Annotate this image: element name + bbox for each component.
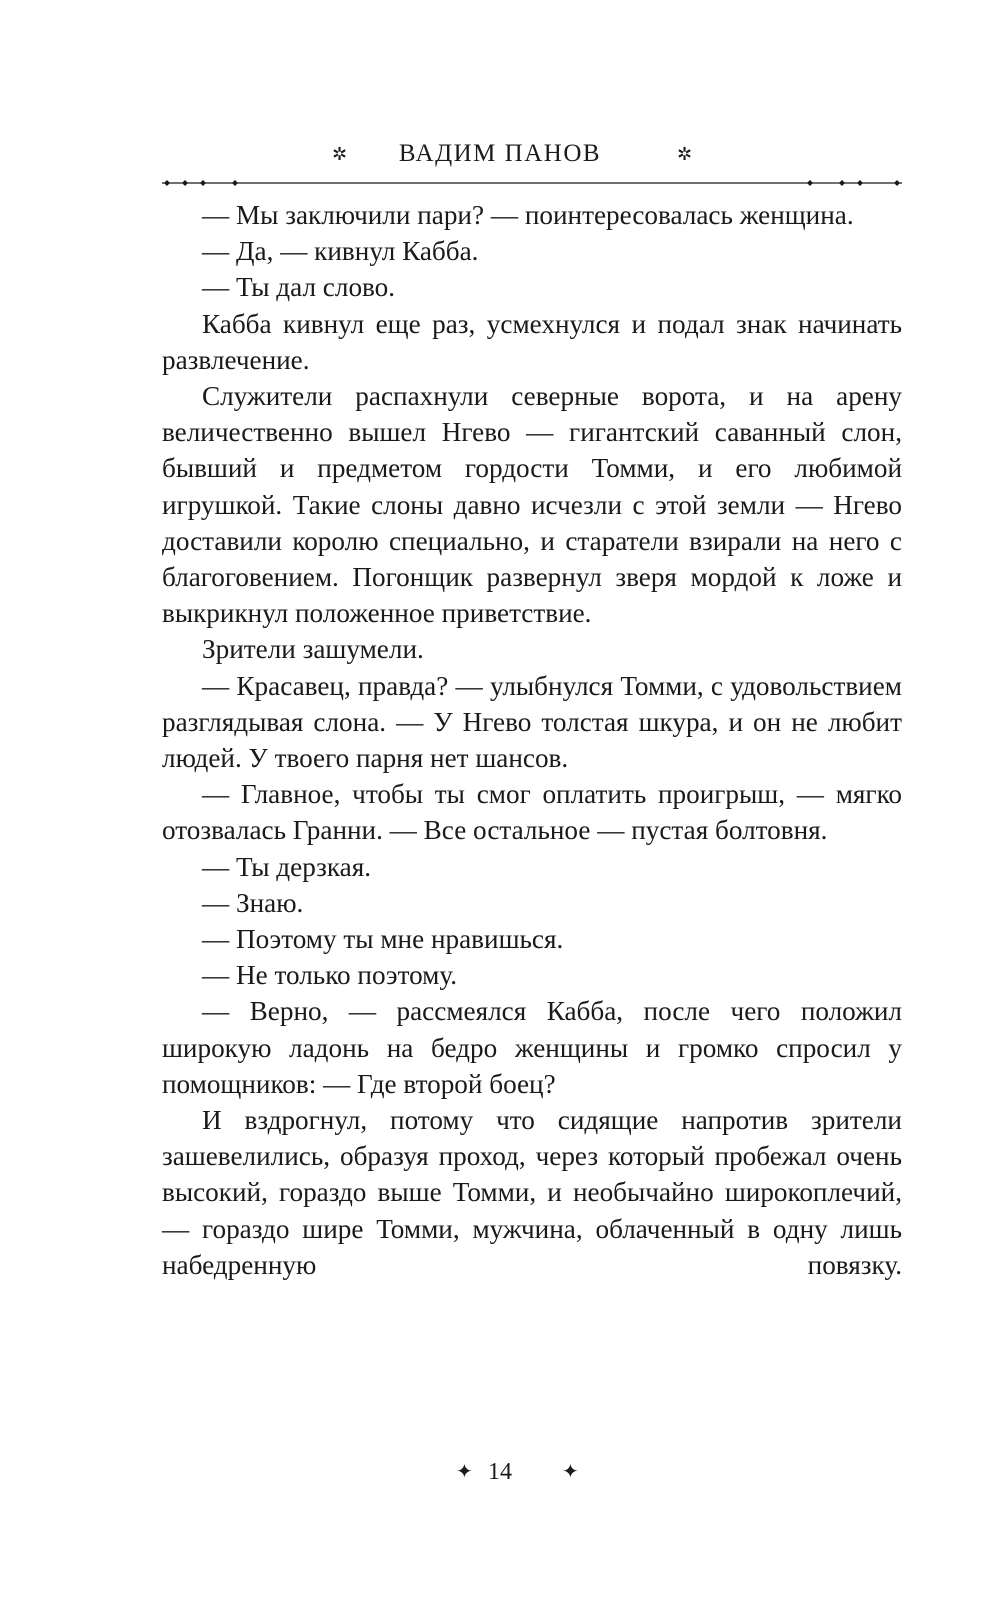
paragraph-5: Служители распахнули северные ворота, и на арену величественно вышел Нгево — гигантский саванный слон, бывший и предметом гордости Томми, и его любимой игрушкой. Такие слоны давно исчезли с этой земли — Нгево доставили королю специально, и старатели взирали на него с благоговением. Погонщик развернул зверя мордой к ложе и выкрикнул положенное приветствие. [162,381,902,629]
paragraph-4: Кабба кивнул еще раз, усмехнулся и подал знак начинать развлечение. [162,308,902,375]
paragraph-14: И вздрогнул, потому что сидящие напротив зрители зашевелились, образуя проход, через который пробежал очень высокий, гораздо выше Томми, и необычайно широкоплечий, — гораздо шире Томми, мужчина, облаченный в одну лишь набедренную повязку. [162,1105,902,1280]
header-rule [162,178,902,188]
paragraph-2: — Да, — кивнул Кабба. [202,236,479,267]
body-text [162,197,902,1283]
paragraph-13: — Верно, — рассмеялся Кабба, после чего положил широкую ладонь на бедро женщины и громко спросил у помощников: — Где второй боец? [162,996,902,1099]
paragraph-10: — Знаю. [202,887,304,918]
paragraph-3: — Ты дал слово. [202,272,396,303]
paragraph-1: — Мы заключили пари? — поинтересовалась женщина. [202,200,854,230]
paragraph-12: — Не только поэтому. [202,960,458,991]
footer-ornament-left-icon: ✦ [456,1461,473,1483]
paragraph-7: — Красавец, правда? — улыбнулся Томми, с удовольствием разглядывая слона. — У Нгево толстая шкура, и он не любит людей. У твоего парня нет шансов. [162,670,902,774]
header-ornament-left-icon: ✲ [332,144,348,164]
page-number: 14 [488,1459,512,1485]
page-footer [0,1452,1000,1492]
paragraph-6: Зрители зашумели. [202,634,424,665]
running-header-author: ВАДИМ ПАНОВ [398,140,602,167]
running-header [0,134,1000,174]
footer-ornament-right-icon: ✦ [562,1461,579,1483]
paragraph-11: — Поэтому ты мне нравишься. [202,924,564,955]
header-ornament-right-icon: ✲ [677,144,693,164]
paragraph-9: — Ты дерзкая. [202,851,372,882]
paragraph-8: — Главное, чтобы ты смог оплатить проигрыш, — мягко отозвалась Гранни. — Все остальное — пустая болтовня. [162,779,902,846]
